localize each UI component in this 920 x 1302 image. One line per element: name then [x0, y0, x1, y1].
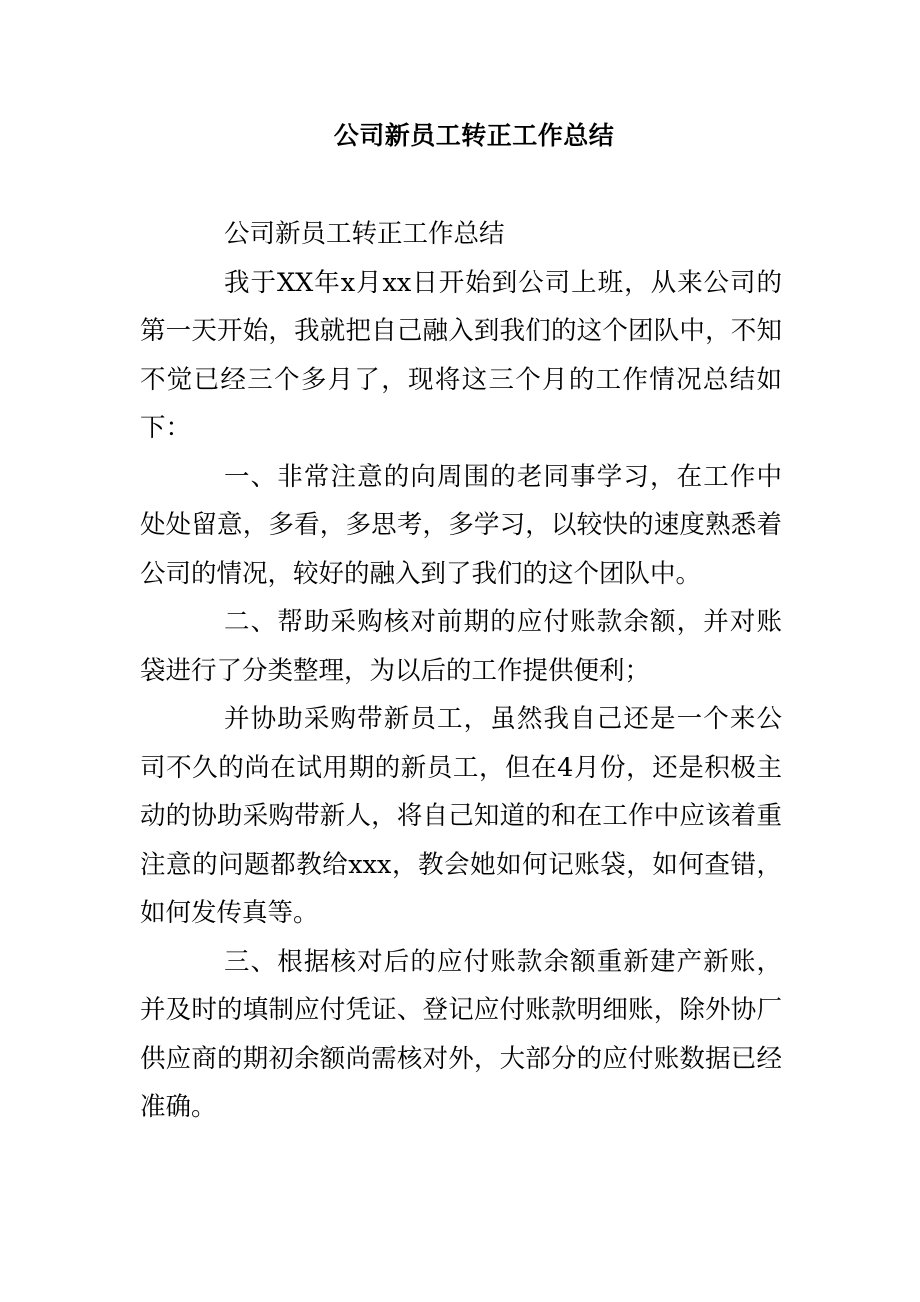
paragraph-item-2: 二、帮助采购核对前期的应付账款余额，并对账袋进行了分类整理，为以后的工作提供便利； — [140, 607, 782, 686]
paragraph-item-3: 三、根据核对后的应付账款余额重新建产新账，并及时的填制应付凭证、登记应付账款明细账，除外协厂供应商的期初余额尚需核对外，大部分的应付账数据已经准确。 — [140, 946, 782, 1122]
paragraph-item-2-detail: 并协助采购带新员工，虽然我自己还是一个来公司不久的尚在试用期的新员工，但在4月份，还是积极主动的协助采购带新人，将自己知道的和在工作中应该着重注意的问题都教给xxx，教会她如何记账袋，如何查错，如何发传真等。 — [140, 704, 782, 928]
paragraph-item-1: 一、非常注意的向周围的老同事学习，在工作中处处留意，多看，多思考，多学习，以较快的速度熟悉着公司的情况，较好的融入到了我们的这个团队中。 — [140, 461, 782, 589]
paragraph-subtitle: 公司新员工转正工作总结 — [224, 219, 505, 249]
document-title: 公司新员工转正工作总结 — [333, 121, 615, 150]
paragraph-intro: 我于XX年x月xx日开始到公司上班，从来公司的第一天开始，我就把自己融入到我们的这个团队中，不知不觉已经三个多月了，现将这三个月的工作情况总结如下： — [140, 267, 782, 443]
document-body — [140, 210, 782, 1132]
